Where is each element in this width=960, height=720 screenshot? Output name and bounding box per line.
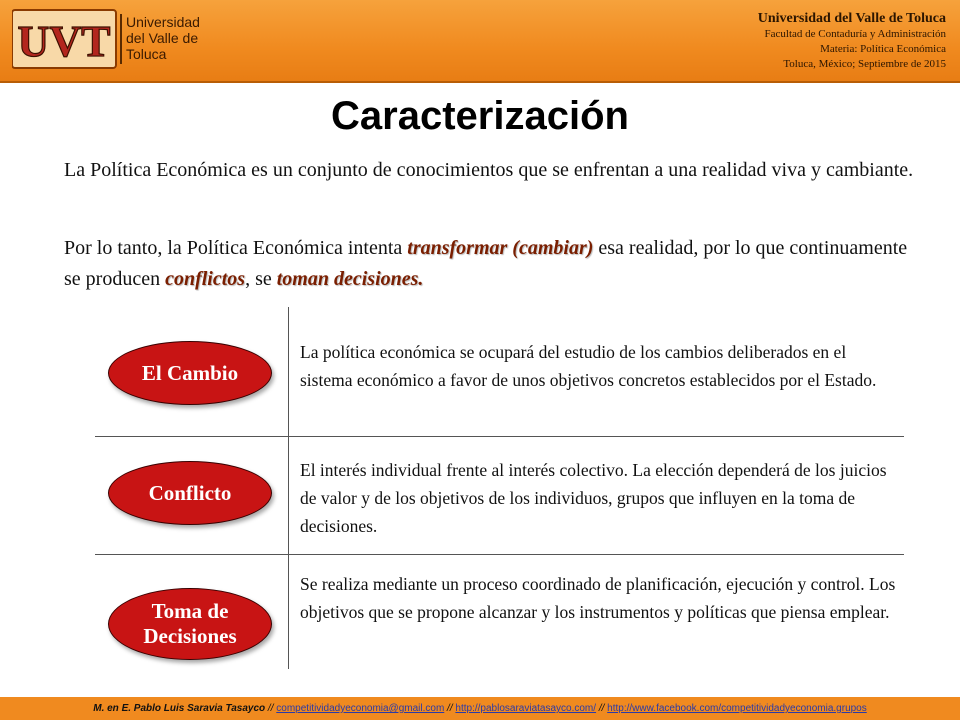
emphasis-toman-decisiones: toman decisiones. — [276, 268, 424, 290]
place-date: Toluca, México; Septiembre de 2015 — [783, 58, 946, 70]
label-toma-line-2: Decisiones — [143, 624, 237, 648]
slide-title: Caracterización — [331, 94, 629, 138]
institution-block — [758, 10, 946, 72]
header-bar — [0, 0, 960, 83]
emphasis-conflictos: conflictos — [165, 268, 246, 290]
label-el-cambio: El Cambio — [141, 360, 239, 385]
footer-sep-1: // — [265, 703, 277, 714]
emphasis-transformar: transformar (cambiar) — [407, 237, 594, 259]
p2-text-a: Por lo tanto, la Política Económica intenta — [64, 237, 408, 259]
label-toma-de-decisiones — [143, 599, 236, 649]
label-conflicto: Conflicto — [148, 480, 232, 505]
footer-email-link[interactable]: competitividadyeconomia@gmail.com — [276, 703, 445, 714]
institution-name: Universidad del Valle de Toluca — [757, 11, 946, 26]
desc-toma-de-decisiones: Se realiza mediante un proceso coordinado de planificación, ejecución y control. Los objetivos que se propone alcanzar y los instrumentos y políticas que piensa emplear. — [300, 574, 896, 622]
oval-toma-de-decisiones — [108, 588, 272, 660]
table-row-divider-2 — [95, 554, 904, 555]
footer-author: M. en E. Pablo Luis Saravia Tasayco — [93, 703, 266, 714]
footer-site-link[interactable]: http://pablosaraviatasayco.com/ — [455, 703, 597, 714]
p2-text-c: , se — [245, 268, 277, 290]
faculty-name: Facultad de Contaduría y Administración — [764, 28, 946, 40]
intro-paragraph-1: La Política Económica es un conjunto de conocimientos que se enfrentan a una realidad viva y cambiante. — [64, 159, 914, 181]
footer-sep-2: // — [444, 703, 456, 714]
intro-paragraph-2 — [64, 233, 924, 295]
table-vertical-divider — [288, 307, 289, 669]
uvt-logo — [12, 8, 212, 72]
desc-conflicto: El interés individual frente al interés colectivo. La elección dependerá de los juicios de valor y de los objetivos de los individuos, grupos que influyen en la toma de decisiones. — [300, 460, 887, 536]
logo-wordmark: Universidad del Valle de Toluca — [126, 14, 200, 62]
oval-el-cambio — [108, 341, 272, 405]
oval-conflicto — [108, 461, 272, 525]
subject-name: Materia: Política Económica — [820, 43, 946, 55]
table-row-divider-1 — [95, 436, 904, 437]
footer-sep-3: // — [596, 703, 608, 714]
logo-mark-text: UVT — [17, 17, 111, 66]
footer-facebook-link[interactable]: http://www.facebook.com/competitividadyeconomia.grupos — [607, 703, 867, 714]
label-toma-line-1: Toma de — [151, 599, 229, 623]
p2-text-b: esa realidad, por lo que continuamente se producen — [64, 237, 908, 290]
desc-el-cambio: La política económica se ocupará del estudio de los cambios deliberados en el sistema económico a favor de unos objetivos concretos establecidos por el Estado. — [300, 342, 877, 390]
footer-bar — [0, 697, 960, 720]
